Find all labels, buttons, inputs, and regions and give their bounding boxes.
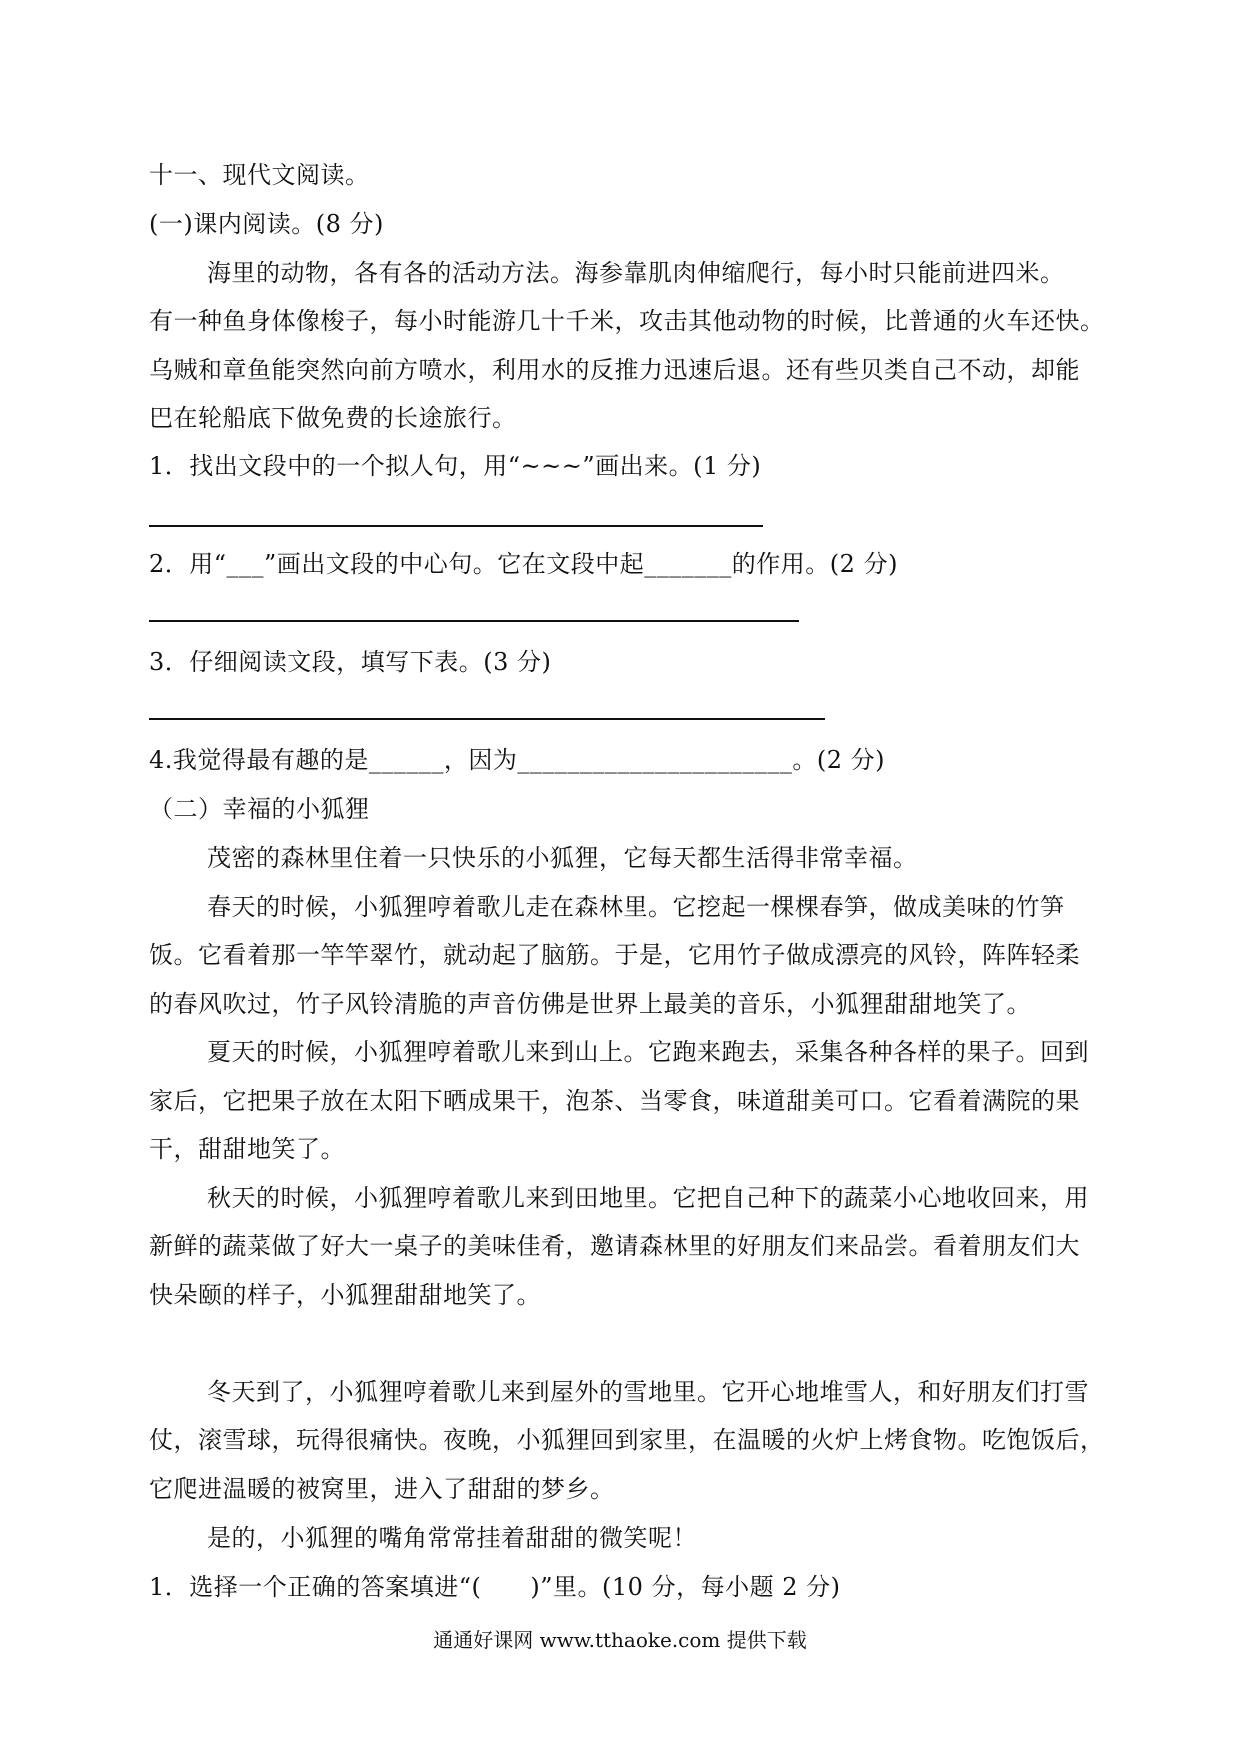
story-paragraph-3: 家后，它把果子放在太阳下晒成果干，泡茶、当零食，味道甜美可口。它看着满院的果: [149, 1087, 1080, 1115]
question-1: 1．找出文段中的一个拟人句，用“~~~”画出来。(1 分): [149, 452, 762, 480]
story-paragraph-4: 秋天的时候，小狐狸哼着歌儿来到田地里。它把自己种下的蔬菜小心地收回来，用: [207, 1184, 1089, 1212]
question-4: 4.我觉得最有趣的是______，因为______________________。(2 分): [149, 746, 886, 774]
story-paragraph-2: 的春风吹过，竹子风铃清脆的声音仿佛是世界上最美的音乐，小狐狸甜甜地笑了。: [149, 990, 1031, 1018]
section-title: 十一、现代文阅读。: [149, 161, 370, 189]
question-2: 2．用“___”画出文段的中心句。它在文段中起_______的作用。(2 分): [149, 550, 898, 578]
story-paragraph-6: 是的，小狐狸的嘴角常常挂着甜甜的微笑呢！: [207, 1524, 697, 1552]
question-3: 3．仔细阅读文段，填写下表。(3 分): [149, 648, 552, 676]
story-paragraph-5: 仗，滚雪球，玩得很痛快。夜晚，小狐狸回到家里，在温暖的火炉上烤食物。吃饱饭后，: [149, 1426, 1105, 1454]
page-footer: 通通好课网 www.tthaoke.com 提供下载: [433, 1628, 807, 1652]
story-paragraph-4: 快朵颐的样子，小狐狸甜甜地笑了。: [149, 1281, 541, 1309]
story-paragraph-4: 新鲜的蔬菜做了好大一桌子的美味佳肴，邀请森林里的好朋友们来品尝。看着朋友们大: [149, 1232, 1080, 1260]
part2-question-1: 1．选择一个正确的答案填进“( )”里。(10 分，每小题 2 分): [149, 1573, 841, 1601]
passage-line: 巴在轮船底下做免费的长途旅行。: [149, 404, 517, 432]
story-paragraph-3: 夏天的时候，小狐狸哼着歌儿来到山上。它跑来跑去，采集各种各样的果子。回到: [207, 1038, 1089, 1066]
passage-line: 海里的动物，各有各的活动方法。海参靠肌肉伸缩爬行，每小时只能前进四米。: [207, 259, 1065, 287]
story-paragraph-2: 春天的时候，小狐狸哼着歌儿走在森林里。它挖起一棵棵春笋，做成美味的竹笋: [207, 893, 1065, 921]
answer-line-3[interactable]: [149, 718, 825, 720]
story-paragraph-5: 冬天到了，小狐狸哼着歌儿来到屋外的雪地里。它开心地堆雪人，和好朋友们打雪: [207, 1378, 1089, 1406]
passage-line: 乌贼和章鱼能突然向前方喷水，利用水的反推力迅速后退。还有些贝类自己不动，却能: [149, 356, 1080, 384]
part2-heading: （二）幸福的小狐狸: [149, 795, 370, 823]
part1-heading: (一)课内阅读。(8 分): [149, 210, 384, 238]
story-paragraph-5: 它爬进温暖的被窝里，进入了甜甜的梦乡。: [149, 1475, 615, 1503]
passage-line: 有一种鱼身体像梭子，每小时能游几十千米，攻击其他动物的时候，比普通的火车还快。: [149, 307, 1105, 335]
story-paragraph-3: 干，甜甜地笑了。: [149, 1135, 345, 1163]
story-paragraph-1: 茂密的森林里住着一只快乐的小狐狸，它每天都生活得非常幸福。: [207, 844, 918, 872]
answer-line-2[interactable]: [149, 620, 799, 622]
answer-line-1[interactable]: [149, 525, 763, 527]
story-paragraph-2: 饭。它看着那一竿竿翠竹，就动起了脑筋。于是，它用竹子做成漂亮的风铃，阵阵轻柔: [149, 941, 1080, 969]
